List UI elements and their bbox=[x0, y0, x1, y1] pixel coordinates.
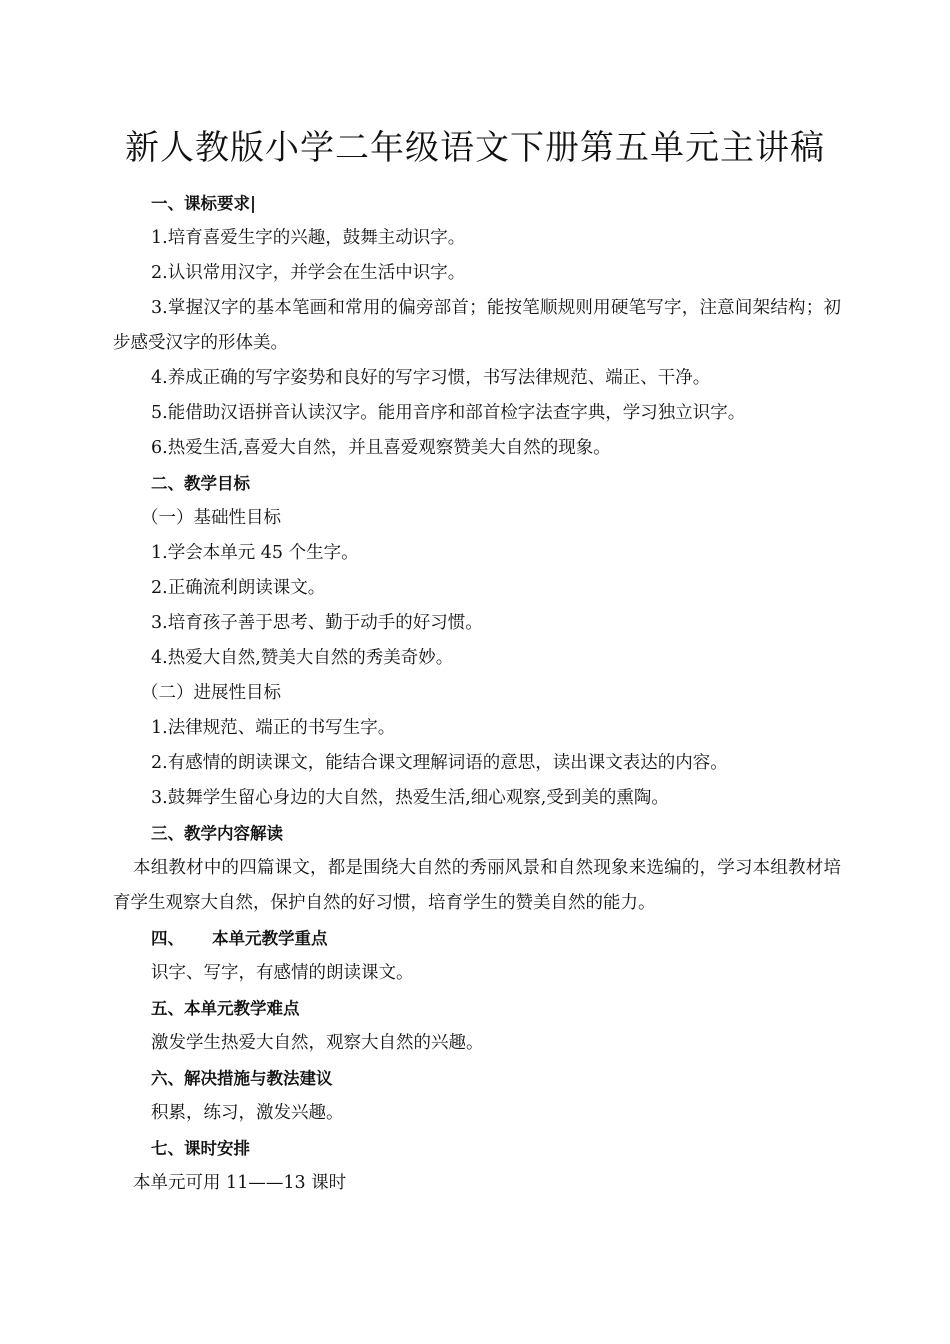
paragraph: 激发学生热爱大自然，观察大自然的兴趣。 bbox=[151, 1033, 484, 1053]
section-heading-text: 本单元教学重点 bbox=[212, 929, 328, 948]
paragraph: 本组教材中的四篇课文，都是围绕大自然的秀丽风景和自然现象来选编的，学习本组教材培育学生观察大自然，保护自然的好习惯，培育学生的赞美自然的能力。 bbox=[113, 858, 841, 913]
section-heading-6: 六、解决措施与教法建议 bbox=[151, 1069, 333, 1088]
paragraph: 4.养成正确的写字姿势和良好的写字习惯，书写法律规范、端正、干净。 bbox=[151, 368, 711, 388]
subsection-label: （一）基础性目标 bbox=[141, 508, 281, 528]
section-heading-1: 一、课标要求| bbox=[151, 194, 257, 213]
section-heading-7: 七、课时安排 bbox=[151, 1139, 250, 1158]
paragraph: 积累，练习，激发兴趣。 bbox=[151, 1103, 344, 1123]
paragraph: 3.培育孩子善于思考、勤于动手的好习惯。 bbox=[151, 613, 483, 633]
paragraph: 3.鼓舞学生留心身边的大自然，热爱生活,细心观察,受到美的熏陶。 bbox=[151, 788, 669, 808]
paragraph: 2.有感情的朗读课文，能结合课文理解词语的意思，读出课文表达的内容。 bbox=[151, 753, 728, 773]
paragraph: 5.能借助汉语拼音认读汉字。能用音序和部首检字法查字典，学习独立识字。 bbox=[151, 403, 746, 423]
section-heading-2: 二、教学目标 bbox=[151, 474, 250, 493]
paragraph: 4.热爱大自然,赞美大自然的秀美奇妙。 bbox=[151, 648, 454, 668]
paragraph: 6.热爱生活,喜爱大自然，并且喜爱观察赞美大自然的现象。 bbox=[151, 438, 611, 458]
paragraph: 3.掌握汉字的基本笔画和常用的偏旁部首；能按笔顺规则用硬笔写字，注意间架结构；初步感受汉字的形体美。 bbox=[113, 298, 841, 353]
paragraph: 1.学会本单元 45 个生字。 bbox=[151, 543, 359, 563]
paragraph: 识字、写字，有感情的朗读课文。 bbox=[151, 963, 414, 983]
paragraph: 1.法律规范、端正的书写生字。 bbox=[151, 718, 396, 738]
section-heading-5: 五、本单元教学难点 bbox=[151, 999, 300, 1018]
document-body bbox=[113, 186, 841, 1201]
paragraph: 1.培育喜爱生字的兴趣，鼓舞主动识字。 bbox=[151, 228, 466, 248]
section-heading-number: 四、 bbox=[151, 929, 184, 948]
paragraph: 2.正确流利朗读课文。 bbox=[151, 578, 326, 598]
subsection-label: （二）进展性目标 bbox=[141, 683, 281, 703]
section-heading-3: 三、教学内容解读 bbox=[151, 824, 283, 843]
paragraph: 本单元可用 11——13 课时 bbox=[133, 1173, 347, 1193]
page-title: 新人教版小学二年级语文下册第五单元主讲稿 bbox=[125, 128, 825, 168]
section-heading-4 bbox=[113, 921, 841, 956]
paragraph: 2.认识常用汉字，并学会在生活中识字。 bbox=[151, 263, 466, 283]
